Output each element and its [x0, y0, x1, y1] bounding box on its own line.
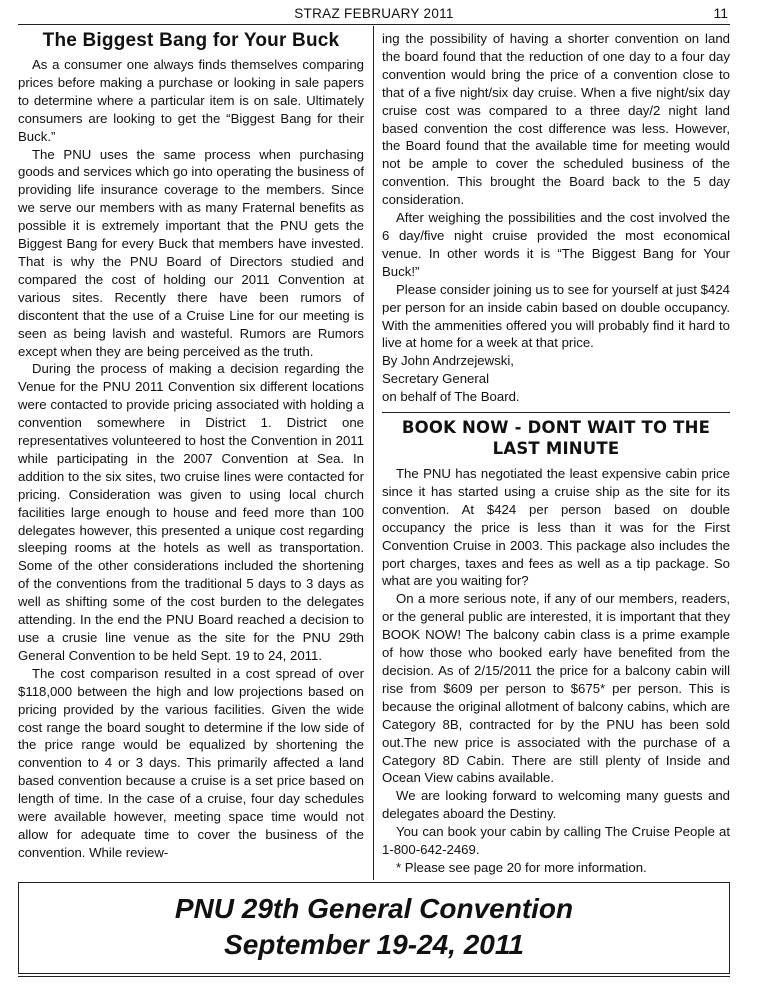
signature-role: Secretary General	[382, 371, 490, 387]
article-paragraph: The PNU uses the same process when purchasing goods and services which go into operating the business of providing life insurance coverage to the members. Since we serve our members with as many Fraternal benefits as possible it is extremely important that the PNU gets the Biggest Bang for every Buck that members have invested. That is why the PNU Board of Directors studied and compared the cost of holding our 2011 Convention at various sites. Recently there have been rumors of discontent that the use of a Cruise Line for our meeting is seen as being lavish and wasteful. Rumors are Rumors except when they are being perceived as the truth.	[18, 146, 364, 359]
book-now-title: BOOK NOW - DONT WAIT TO THE LAST MINUTE	[401, 418, 711, 459]
article-paragraph: On a more serious note, if any of our members, readers, or the general public are interested, it is important that they BOOK NOW! The balcony cabin class is a prime example of how those who booked early have benefited from the decision. As of 2/15/2011 the price for a balcony cabin will rise from $609 per person to $675* per person. This is because the original allotment of balcony cabins, which are Category 8B, contracted for by the PNU has been sold out.The new price is associated with the purchase of a Category 8D Cabin. There are still plenty of Inside and Ocean View cabins available.	[382, 591, 730, 786]
banner-line-1: PNU 29th General Convention	[174, 893, 574, 924]
publication-title: STRAZ FEBRUARY 2011	[294, 6, 454, 21]
page-header	[18, 2, 730, 25]
convention-banner	[18, 882, 730, 974]
signature-on-behalf: on behalf of The Board.	[382, 389, 520, 405]
article-paragraph: Please consider joining us to see for yourself at just $424 per person for an inside cabin based on double occupancy. With the ammenities offered you will probably find it hard to live at home for a week at that price.	[382, 281, 730, 351]
bottom-rule	[18, 976, 730, 977]
footnote: * Please see page 20 for more information.	[396, 859, 647, 875]
article-paragraph: As a consumer one always finds themselves comparing prices before making a purchase or looking in sale papers to determine where a particular item is on sale. Ultimately consumers are looking to get the “Biggest Bang for their Buck.”	[18, 57, 364, 144]
page-number: 11	[713, 5, 728, 21]
article-paragraph: The cost comparison resulted in a cost spread of over $118,000 between the high and low projections based on pricing provided by the various facilities. Given the wide cost range the board sought to determine if the low side of the price range would be equalized by shortening the convention to 4 or 3 days. This primarily affected a land based convention because a cruise is a set price based on length of time. In the case of a cruise, four day schedules were available however, meeting space time would not allow for adequate time to cover the business of the convention. While review-	[18, 665, 364, 860]
column-divider	[373, 26, 374, 880]
left-column	[18, 30, 364, 862]
right-column	[382, 30, 730, 877]
signature-name: By John Andrzejewski,	[382, 353, 514, 369]
article-paragraph: After weighing the possibilities and the cost involved the 6 day/five night cruise provided the most economical venue. In other words it is “The Biggest Bang for Your Buck!”	[382, 210, 730, 279]
article-paragraph: The PNU has negotiated the least expensive cabin price since it has started using a cruise ship as the site for its convention. At $424 per person based on double occupancy the price is less than it was for the First Convention Cruise in 2003. This package also includes the port charges, taxes and fees as well as a tip package. So what are you waiting for?	[382, 466, 730, 589]
section-divider	[382, 412, 730, 413]
banner-line-2: September 19-24, 2011	[224, 929, 524, 960]
article-paragraph: We are looking forward to welcoming many guests and delegates aboard the Destiny.	[382, 788, 730, 822]
article-title: The Biggest Bang for Your Buck	[42, 30, 340, 51]
article-paragraph: You can book your cabin by calling The Cruise People at 1-800-642-2469.	[382, 824, 730, 858]
article-paragraph: During the process of making a decision regarding the Venue for the PNU 2011 Convention six different locations were contacted to provide pricing associated with holding a convention somewhere in District 1. District one representatives volunteered to host the Convention in 2011 while participating in the 2007 Convention at Sea. In addition to the six sites, two cruise lines were contacted for pricing. Consideration was given to using local church facilities large enough to house and feed more than 100 delegates however, this presented a unique cost regarding sleeping rooms at the hotels as well as transportation. Some of the other considerations included the shortening of the conventions from the traditional 5 days to 3 days as well as shifting some of the cost burden to the delegates attending. In the end the PNU Board reached a decision to use a crusie line venue as the site for the PNU 29th General Convention to be held Sept. 19 to 24, 2011.	[18, 361, 364, 663]
article-continuation: ing the possibility of having a shorter convention on land the board found that the reduction of one day to a four day convention would bring the price of a convention close to that of a five night/six day cruise. When a five night/six day cruise cost was compared to a three day/2 night land based convention the cost difference was less. However, the Board found that the available time for meeting would not be ample to cover the scheduled business of the convention. This brought the Board back to the 5 day consideration.	[382, 31, 730, 208]
